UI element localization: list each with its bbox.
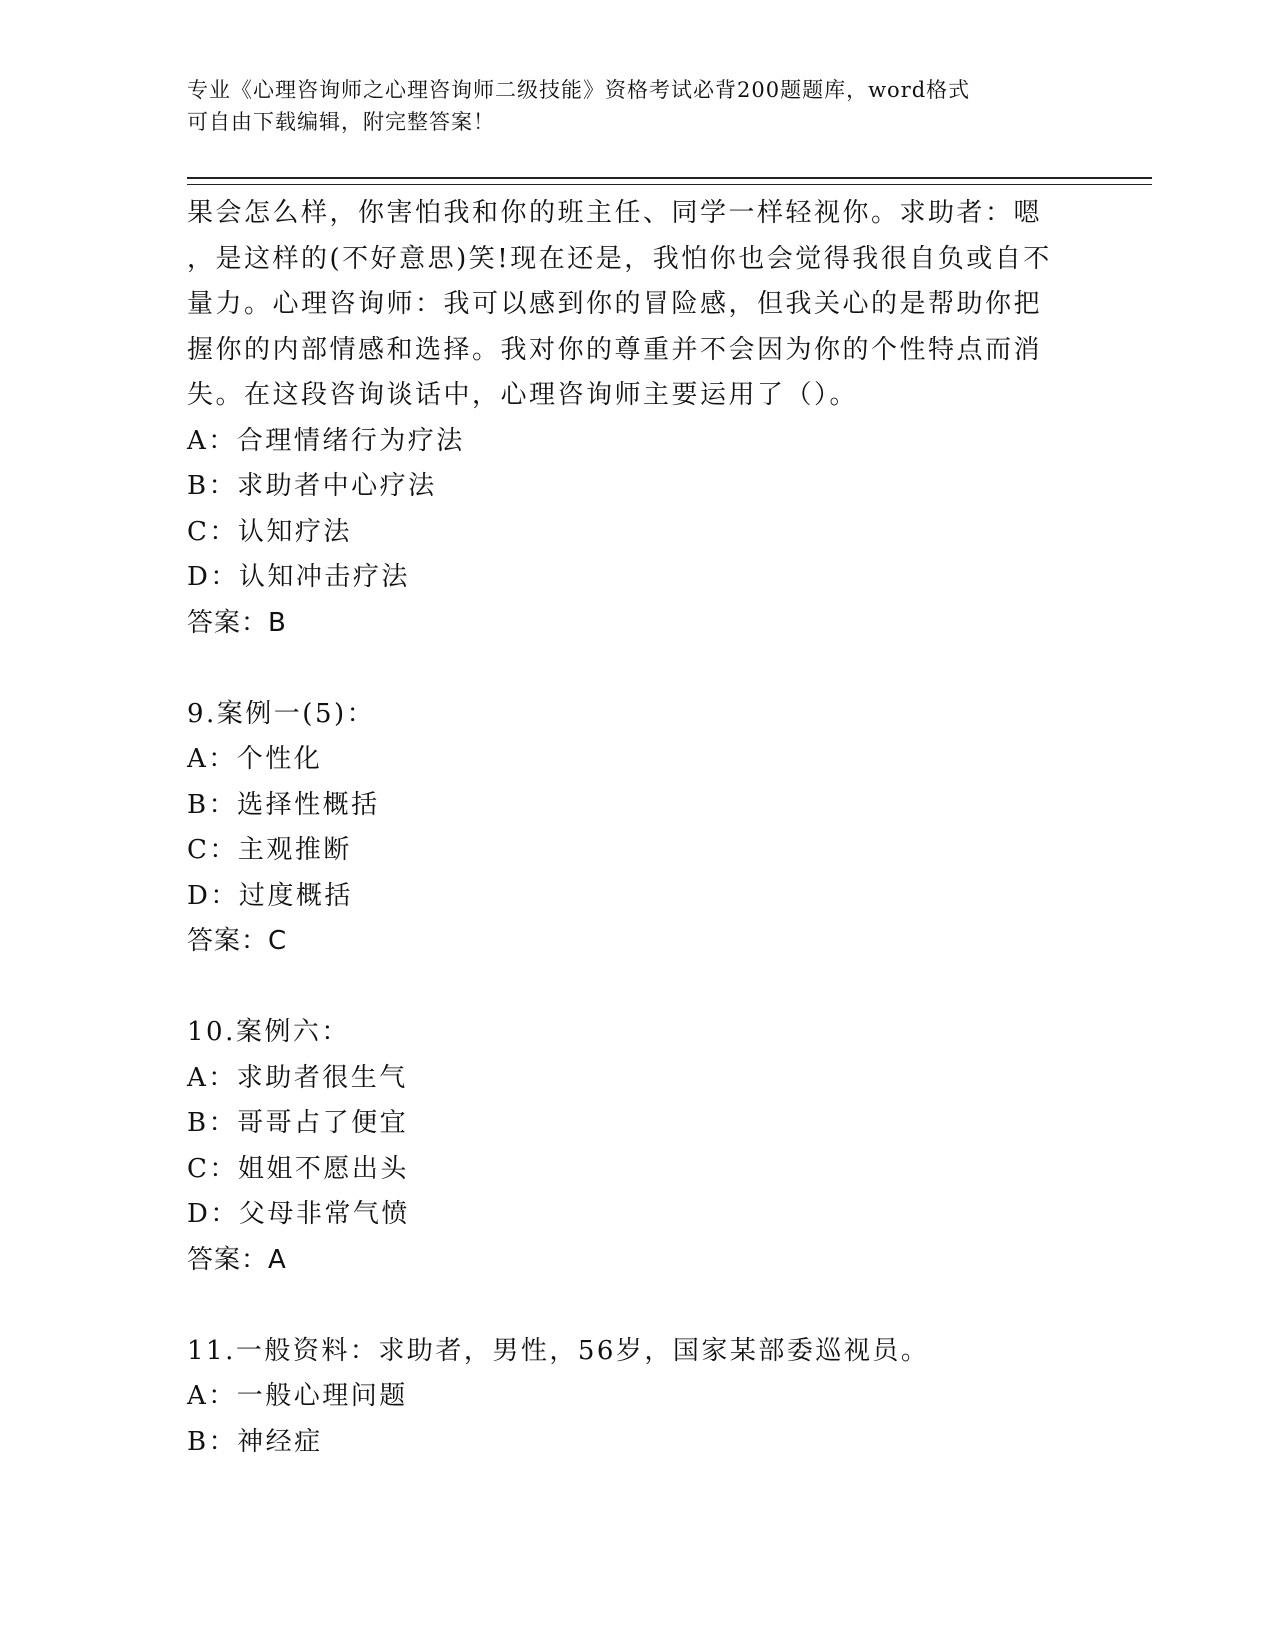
question-8-option-d: D：认知冲击疗法 [187,562,410,592]
passage-line: ，是这样的(不好意思)笑!现在还是，我怕你也会觉得我很自负或自不 [187,243,1052,274]
question-spacer [187,1283,1087,1329]
question-10-stem: 10.案例六： [187,1017,350,1047]
passage-line: 量力。心理咨询师：我可以感到你的冒险感，但我关心的是帮助你把 [187,289,1043,319]
question-11-option-b: B：神经症 [187,1426,323,1457]
header-divider [187,177,1152,185]
question-content [187,191,1087,1465]
question-10-option-c: C：姐姐不愿出头 [187,1153,409,1184]
question-8-passage [187,191,1087,419]
question-11-option-a: A：一般心理问题 [187,1381,408,1411]
question-8-option-a: A：合理情绪行为疗法 [187,425,465,456]
question-8-option-b: B：求助者中心疗法 [187,471,437,501]
question-9-stem: 9.案例一(5)： [187,698,376,729]
question-9-option-a: A：个性化 [187,744,323,774]
passage-line: 失。在这段咨询谈话中，心理咨询师主要运用了（）。 [187,380,859,410]
question-10-answer: 答案：A [187,1244,287,1275]
question-8-option-c: C：认知疗法 [187,516,352,547]
question-11-stem: 11.一般资料：求助者，男性，56岁，国家某部委巡视员。 [187,1335,930,1366]
question-10-option-d: D：父母非常气愤 [187,1199,410,1229]
page-header [187,74,1087,138]
passage-line: 握你的内部情感和选择。我对你的尊重并不会因为你的个性特点而消 [187,334,1043,365]
question-spacer [187,965,1087,1011]
passage-line: 果会怎么样，你害怕我和你的班主任、同学一样轻视你。求助者：嗯 [187,198,1043,228]
question-spacer [187,646,1087,692]
question-9-option-b: B：选择性概括 [187,789,380,820]
question-10-option-b: B：哥哥占了便宜 [187,1108,409,1138]
question-9-option-d: D：过度概括 [187,880,353,911]
question-9-answer: 答案：C [187,926,288,956]
question-8-answer: 答案：B [187,607,287,638]
question-10-option-a: A：求助者很生气 [187,1062,408,1093]
question-9-option-c: C：主观推断 [187,835,352,865]
header-line-2: 可自由下载编辑，附完整答案！ [187,110,495,134]
header-line-1: 专业《心理咨询师之心理咨询师二级技能》资格考试必背200题题库，word格式 [187,78,971,102]
